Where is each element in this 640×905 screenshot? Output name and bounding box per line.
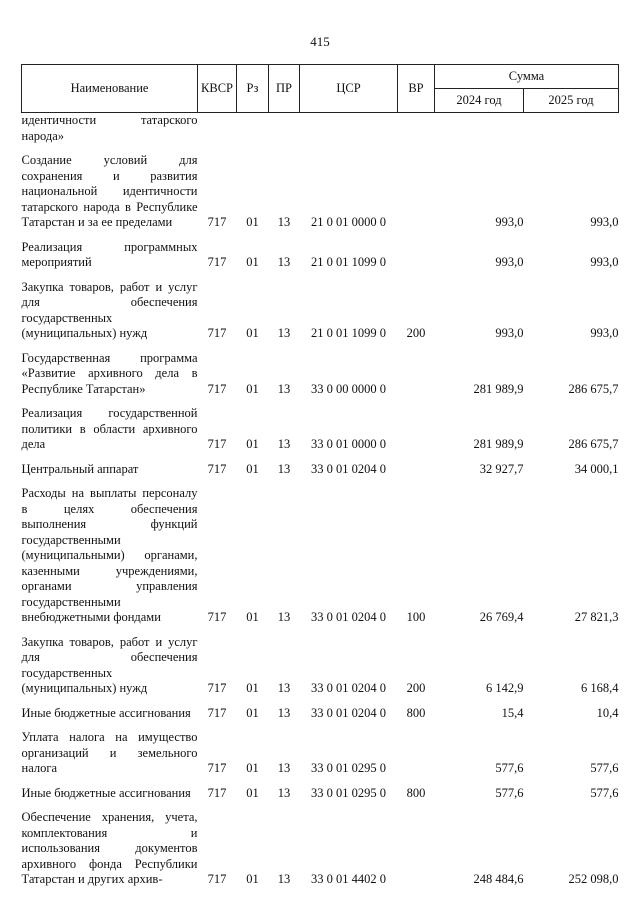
row-kvsr-cell: 717 — [207, 255, 227, 269]
row-pr-cell: 13 — [277, 215, 291, 229]
table-row — [22, 453, 619, 478]
row-vr-cell — [398, 113, 435, 145]
row-vr-cell: 200 — [406, 326, 426, 340]
row-kvsr-cell: 717 — [207, 681, 227, 695]
row-sum-2025-cell: 252 098,0 — [568, 872, 619, 886]
row-csr-cell: 33 0 01 0295 0 — [311, 785, 386, 800]
header-pr: ПР — [269, 65, 300, 113]
row-pr-cell: 13 — [277, 326, 291, 340]
header-kvsr: КВСР — [198, 65, 237, 113]
row-pr-cell: 13 — [277, 761, 291, 775]
header-csr: ЦСР — [300, 65, 398, 113]
table-body — [22, 113, 619, 888]
row-csr-cell: 21 0 01 0000 0 — [311, 215, 386, 229]
row-kvsr-cell: 717 — [207, 437, 227, 451]
row-name-cell: Реализация государственной политики в области архивного дела — [21, 406, 198, 451]
row-csr-cell: 33 0 01 0000 0 — [311, 437, 386, 451]
row-sum-2024-cell: 26 769,4 — [479, 610, 524, 624]
row-csr-cell: 33 0 01 0204 0 — [311, 705, 386, 720]
row-name-cell: Закупка товаров, работ и услуг для обеспечения государственных (муниципальных) нужд — [21, 279, 198, 340]
row-kvsr-cell: 717 — [207, 761, 227, 775]
row-kvsr-cell: 717 — [207, 610, 227, 624]
row-vr-cell — [398, 397, 435, 453]
row-rz-cell: 01 — [246, 215, 259, 229]
row-sum-2024-cell: 577,6 — [495, 761, 524, 775]
row-pr-cell: 13 — [277, 610, 291, 624]
row-sum-2024-cell: 248 484,6 — [473, 872, 524, 886]
row-kvsr-cell — [198, 113, 237, 145]
row-sum-2025-cell: 577,6 — [590, 785, 619, 800]
table-row — [22, 721, 619, 777]
row-rz-cell: 01 — [246, 681, 259, 695]
row-vr-cell: 200 — [406, 681, 426, 695]
row-sum-2025-cell: 34 000,1 — [574, 461, 619, 476]
row-sum-2024-cell: 32 927,7 — [479, 461, 524, 476]
row-pr-cell — [269, 113, 300, 145]
row-vr-cell: 800 — [406, 785, 426, 800]
page-number: 415 — [310, 34, 330, 49]
row-kvsr-cell: 717 — [207, 326, 227, 340]
row-kvsr-cell: 717 — [207, 785, 227, 800]
row-vr-cell — [398, 144, 435, 231]
row-rz-cell: 01 — [246, 705, 259, 720]
row-pr-cell: 13 — [277, 437, 291, 451]
row-sum-2025-cell: 27 821,3 — [574, 610, 619, 624]
row-csr-cell: 33 0 01 0204 0 — [311, 610, 386, 624]
row-name-cell: Иные бюджетные ассигнования — [21, 785, 191, 800]
row-name-cell: Иные бюджетные ассигнования — [21, 705, 191, 720]
table-row — [22, 144, 619, 231]
row-pr-cell: 13 — [277, 705, 291, 720]
row-name-cell: Центральный аппарат — [21, 461, 139, 476]
row-name-cell: Закупка товаров, работ и услуг для обеспечения государственных (муниципальных) нужд — [21, 634, 198, 695]
header-name: Наименование — [22, 65, 198, 113]
row-csr-cell: 33 0 01 4402 0 — [311, 872, 386, 886]
row-pr-cell: 13 — [277, 461, 291, 476]
row-sum-2024-cell: 281 989,9 — [473, 437, 524, 451]
header-rz: Рз — [237, 65, 269, 113]
row-vr-cell — [398, 453, 435, 478]
table-row — [22, 342, 619, 398]
table-header — [22, 65, 619, 113]
row-rz-cell: 01 — [246, 872, 259, 886]
table-row — [22, 271, 619, 342]
row-sum-2025-cell: 993,0 — [590, 326, 619, 340]
row-sum-2024-cell: 577,6 — [495, 785, 524, 800]
row-sum-2024-cell: 281 989,9 — [473, 381, 524, 396]
row-vr-cell — [398, 231, 435, 271]
row-csr-cell: 21 0 01 1099 0 — [311, 255, 386, 269]
row-vr-cell — [398, 342, 435, 398]
row-csr-cell: 33 0 01 0204 0 — [311, 461, 386, 476]
row-sum-2025-cell — [524, 113, 619, 145]
row-rz-cell: 01 — [246, 461, 259, 476]
table-row — [22, 697, 619, 722]
row-vr-cell: 100 — [406, 610, 426, 624]
row-kvsr-cell: 717 — [207, 872, 227, 886]
row-name-cell: Обеспечение хранения, учета, комплектования и использования документов архивного фонда Республики Татарстан и других архив- — [21, 810, 198, 886]
table-row — [22, 777, 619, 802]
row-sum-2024-cell: 993,0 — [495, 255, 524, 269]
table-row — [22, 477, 619, 626]
row-sum-2025-cell: 286 675,7 — [568, 437, 619, 451]
row-rz-cell: 01 — [246, 785, 259, 800]
row-csr-cell: 33 0 01 0295 0 — [311, 761, 386, 775]
row-sum-2025-cell: 993,0 — [590, 255, 619, 269]
row-kvsr-cell: 717 — [207, 215, 227, 229]
row-pr-cell: 13 — [277, 681, 291, 695]
header-sum: Сумма — [435, 65, 619, 89]
row-name-cell: Уплата налога на имущество организаций и земельного налога — [21, 730, 198, 775]
row-vr-cell — [398, 801, 435, 888]
row-rz-cell: 01 — [246, 437, 259, 451]
table-row — [22, 801, 619, 888]
row-pr-cell: 13 — [277, 872, 291, 886]
row-sum-2024-cell: 6 142,9 — [486, 681, 524, 695]
row-pr-cell: 13 — [277, 785, 291, 800]
header-vr: ВР — [398, 65, 435, 113]
row-rz-cell: 01 — [246, 255, 259, 269]
row-kvsr-cell: 717 — [207, 461, 227, 476]
row-csr-cell: 33 0 00 0000 0 — [311, 381, 386, 396]
row-rz-cell: 01 — [246, 761, 259, 775]
row-sum-2024-cell: 15,4 — [501, 705, 524, 720]
table-row — [22, 231, 619, 271]
row-sum-2025-cell: 10,4 — [596, 705, 619, 720]
row-csr-cell: 21 0 01 1099 0 — [311, 326, 386, 340]
row-sum-2025-cell: 6 168,4 — [581, 681, 619, 695]
row-sum-2025-cell: 286 675,7 — [568, 381, 619, 396]
row-name-cell: Расходы на выплаты персоналу в целях обеспечения выполнения функций государственными (муниципальными) органами, казенными учреждениями, органами управления государственными внебюджетными фондами — [21, 486, 198, 624]
row-kvsr-cell: 717 — [207, 381, 227, 396]
row-csr-cell: 33 0 01 0204 0 — [311, 681, 386, 695]
row-sum-2024-cell: 993,0 — [495, 215, 524, 229]
row-rz-cell: 01 — [246, 610, 259, 624]
row-rz-cell: 01 — [246, 381, 259, 396]
row-rz-cell — [237, 113, 269, 145]
row-sum-2024-cell: 993,0 — [495, 326, 524, 340]
row-sum-2024-cell — [435, 113, 524, 145]
row-name-cell: идентичности татарского народа» — [21, 113, 198, 143]
row-kvsr-cell: 717 — [207, 705, 227, 720]
row-vr-cell: 800 — [406, 705, 426, 720]
table-row — [22, 626, 619, 697]
row-vr-cell — [398, 721, 435, 777]
row-pr-cell: 13 — [277, 381, 291, 396]
row-csr-cell — [300, 113, 398, 145]
header-year-2024: 2024 год — [435, 89, 524, 113]
row-name-cell: Создание условий для сохранения и развития национальной идентичности татарского народа в Республике Татарстан и за ее пределами — [21, 153, 198, 229]
row-pr-cell: 13 — [277, 255, 291, 269]
row-name-cell: Государственная программа «Развитие архивного дела в Республике Татарстан» — [21, 350, 198, 396]
row-rz-cell: 01 — [246, 326, 259, 340]
table-row — [22, 113, 619, 145]
budget-table — [21, 64, 619, 888]
row-name-cell: Реализация программных мероприятий — [21, 239, 198, 269]
table-row — [22, 397, 619, 453]
header-year-2025: 2025 год — [524, 89, 619, 113]
row-sum-2025-cell: 993,0 — [590, 215, 619, 229]
row-sum-2025-cell: 577,6 — [590, 761, 619, 775]
